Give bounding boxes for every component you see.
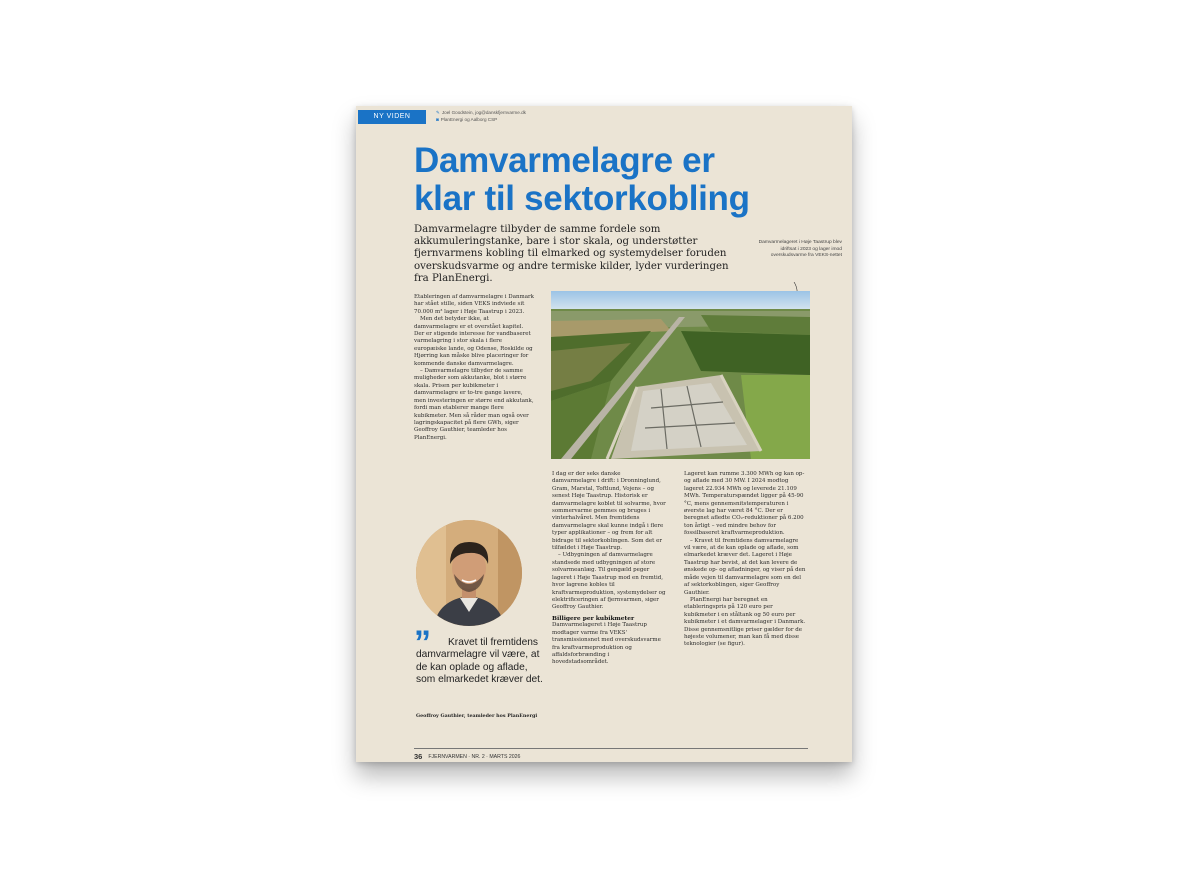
photo-caption: Damvarmelageret i Høje Taastrup blev idriftsat i 2023 og lager imod overskudsvarme fra VEKS-nettet (758, 240, 842, 259)
camera-icon: ◙ (436, 116, 439, 122)
body-column-1 (414, 294, 534, 442)
quote-attribution: Geoffroy Gauthier, teamleder hos PlanEnergi (416, 713, 538, 719)
quote-mark: ” (414, 624, 428, 662)
photo-credit-text: PlanEnergi og Aalborg CSP (440, 116, 498, 122)
aerial-photo (551, 291, 810, 459)
body-paragraph: Damvarmelageret i Høje Taastrup modtager varme fra VEKS' transmissionsnet med overskudsvarme fra kraftvarmeproduktion og affaldsforbrænding i hovedstadsområdet. (552, 622, 661, 666)
portrait-photo (416, 520, 522, 626)
headline-line-1: Damvarmelagre er (414, 141, 715, 180)
body-paragraph: PlanEnergi har beregnet en etableringspris på 120 euro per kubikmeter i en ståltank og 50 euro per kubikmeter i et damvarmelager i Danmark. Disse gennemsnitlige priser gælder for de højeste volumener, man kan få med disse teknologier (se figur). (684, 596, 806, 648)
body-column-3 (684, 471, 806, 649)
author-text: Joel Goodstein, jog@danskfjernvarme.dk (441, 110, 526, 115)
author-icon: ✎ (436, 110, 440, 115)
headline (414, 142, 834, 218)
pull-quote: Kravet til fremtidens damvarmelagre vil være, at de kan oplade og aflade, som elmarkedet kræver det. (416, 637, 543, 685)
footer (414, 752, 520, 761)
lead-paragraph: Damvarmelagre tilbyder de samme fordele som akkumuleringstanke, bare i stor skala, og understøtter fjernvarmens kobling til elmarked og systemydelser foruden overskudsvarme og andre termiske kilder, lyder vurderingen fra PlanEnergi. (414, 224, 729, 284)
footer-rule (414, 748, 808, 749)
body-paragraph: – Udbygningen af damvarmelagre standsede med udbygningen af store solvarmeanlæg. Til gengæld peger lageret i Høje Taastrup mod en fremtid, hvor lagrene kobles til kraftvarmeproduktion, systemydelser og elektrificeringen af fjernvarmen, siger Geoffroy Gauthier. (552, 552, 666, 611)
headline-line-2: klar til sektorkobling (414, 179, 750, 218)
magazine-page (356, 106, 852, 762)
page-number: 36 (414, 752, 423, 761)
body-paragraph: Etableringen af damvarmelagre i Danmark har stået stille, siden VEKS indviede sit 70.000 m³ lager i Høje Taastrup i 2023. (414, 294, 534, 315)
body-paragraph: Lageret kan rumme 3.300 MWh og kan op- og aflade med 30 MW. I 2024 modtog lageret 22.934 MWh og leverede 21.109 MWh. Temperaturspændet ligger på 45-90 °C, mens gennemsnitstemperaturen i øverste lag har været 84 °C. Der er beregnet afledte CO₂-reduktioner på 6.200 ton årligt – ved mindre behov for fossilbaseret kraftvarmeproduktion. (684, 471, 805, 537)
subheading: Billigere per kubikmeter (552, 614, 635, 622)
photo-credit (436, 117, 526, 124)
body-paragraph: – Damvarmelagre tilbyder de samme muligheder som akkutanke, blot i større skala. Prisen per kubikmeter i damvarmelagre er to-tre gange lavere, men investeringen er større end akkutank, fordi man etablerer mange flere kubikmeter. Men så råder man også over lagringskapacitet på flere GWh, siger Geoffroy Gauthier, teamleder hos PlanEnergi. (414, 368, 534, 441)
credits (436, 110, 526, 123)
body-paragraph: – Kravet til fremtidens damvarmelagre vil være, at de kan oplade og aflade, som elmarkedet kræver det. Lageret i Høje Taastrup har bevist, at det kan levere de ønskede op- og afladninger, og viser på den måde vejen til damvarmelagre som en del af sektorkoblingen, siger Geoffroy Gauthier. (684, 537, 806, 596)
body-paragraph: Men det betyder ikke, at damvarmelagre er et overstået kapitel. Der er stigende interesse for vandbaseret varmelagring i stor skala i flere europæiske lande, og Odense, Roskilde og Hjørring kan måske blive placeringer for kommende danske damvarmelagre. (414, 316, 533, 367)
section-tag: NY VIDEN (358, 110, 426, 124)
body-column-2 (552, 471, 666, 667)
publication-info: FJERNVARMEN · NR. 2 · MARTS 2026 (428, 754, 521, 760)
body-paragraph: I dag er der seks danske damvarmelagre i drift: i Dronninglund, Gram, Marstal, Toftlund, Vojens – og senest Høje Taastrup. Historisk er damvarmelagre koblet til solvarme, hvor sommervarme gemmes og bruges i vinterhalvåret. Men fremtidens damvarmelagre skal kunne indgå i flere typer applikationer – og frem for alt bidrage til sektorkoblingen. Som det er tilfældet i Høje Taastrup. (552, 471, 666, 552)
